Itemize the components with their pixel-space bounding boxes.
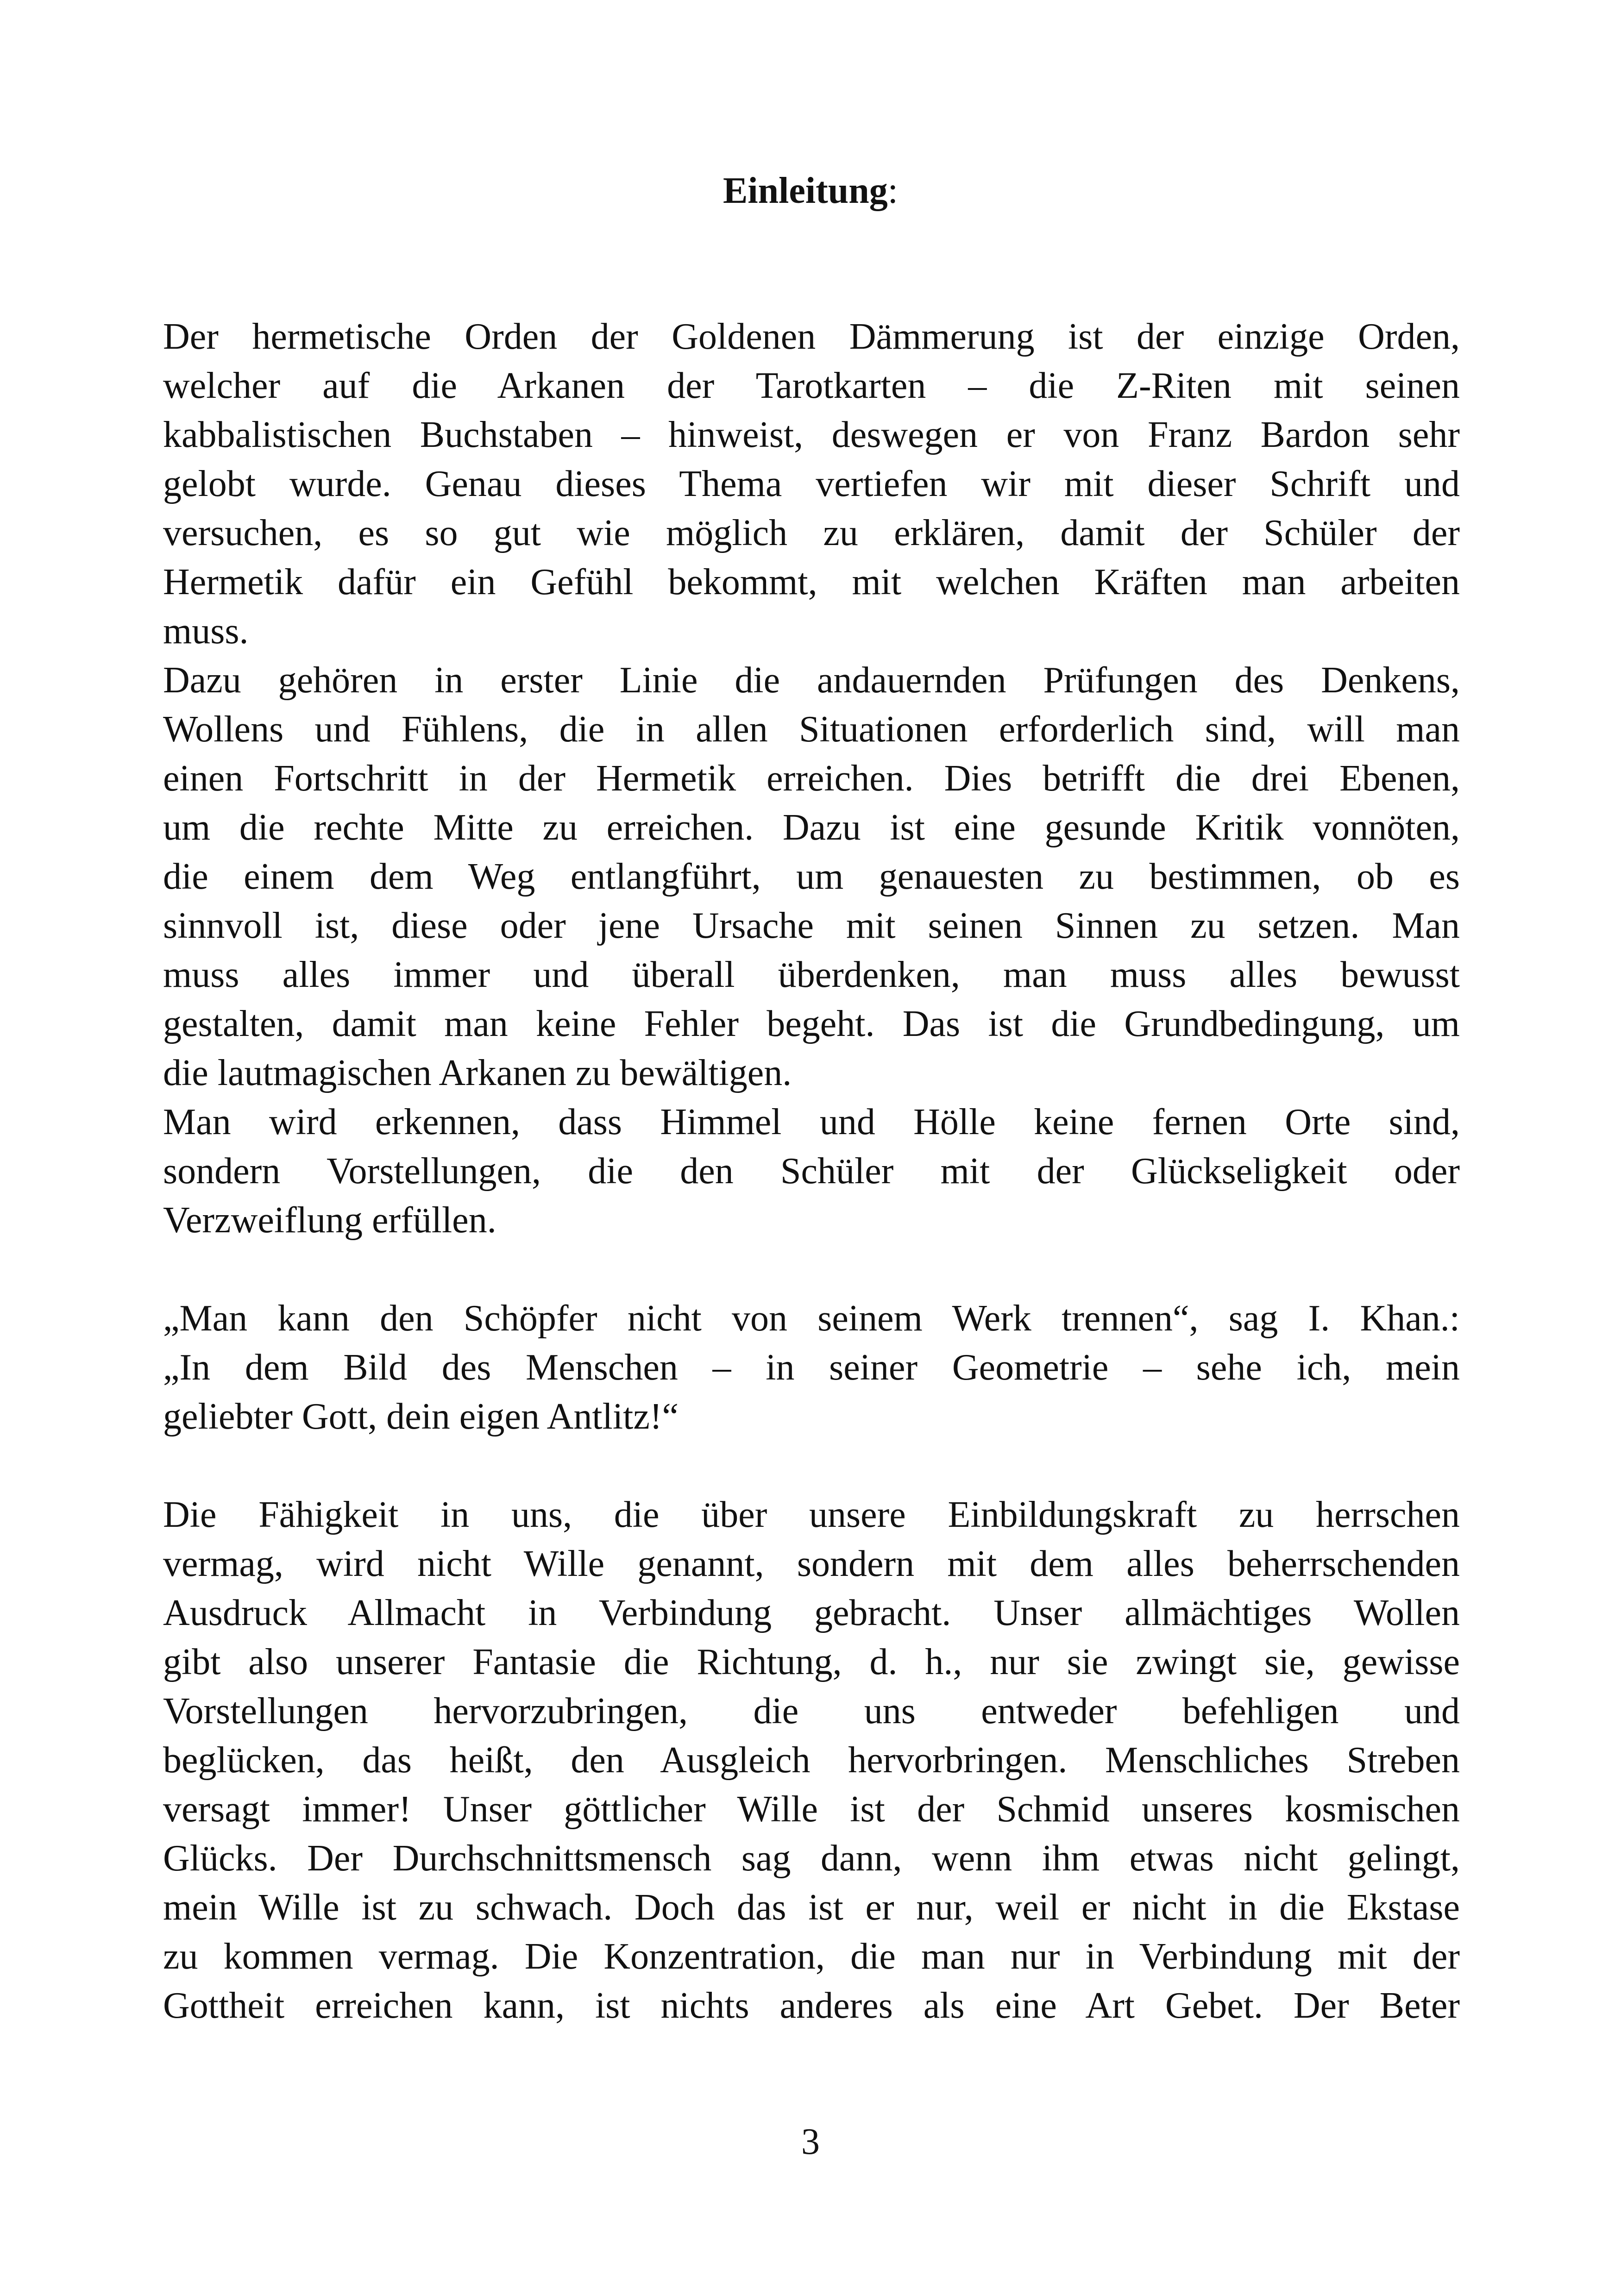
text-line: Gottheit erreichen kann, ist nichts anderes als eine Art Gebet. Der Beter: [163, 1985, 1460, 2026]
text-line: zu kommen vermag. Die Konzentration, die man nur in Verbindung mit der: [163, 1936, 1460, 1977]
text-line: gestalten, damit man keine Fehler begeht. Das ist die Grundbedingung, um: [163, 1004, 1460, 1044]
text-line: Vorstellungen hervorzubringen, die uns entweder befehligen und: [163, 1691, 1460, 1731]
text-line: Wollens und Fühlens, die in allen Situationen erforderlich sind, will man: [163, 709, 1460, 750]
paragraph-gap: [163, 1245, 1460, 1294]
body-text: [163, 312, 1460, 2030]
text-line: „In dem Bild des Menschen – in seiner Geometrie – sehe ich, mein: [163, 1347, 1460, 1388]
text-line: Der hermetische Orden der Goldenen Dämmerung ist der einzige Orden,: [163, 316, 1460, 357]
text-line: beglücken, das heißt, den Ausgleich hervorbringen. Menschliches Streben: [163, 1740, 1460, 1781]
text-line: geliebter Gott, dein eigen Antlitz!“: [163, 1396, 679, 1437]
text-line: gibt also unserer Fantasie die Richtung, d. h., nur sie zwingt sie, gewisse: [163, 1642, 1460, 1682]
paragraph-2: [163, 656, 1460, 1098]
text-line: muss alles immer und überall überdenken, man muss alles bewusst: [163, 954, 1460, 995]
text-line: um die rechte Mitte zu erreichen. Dazu ist eine gesunde Kritik vonnöten,: [163, 807, 1460, 848]
text-line: gelobt wurde. Genau dieses Thema vertiefen wir mit dieser Schrift und: [163, 464, 1460, 504]
page-title: [0, 168, 1621, 214]
title-colon: :: [887, 170, 898, 211]
text-line: „Man kann den Schöpfer nicht von seinem Werk trennen“, sag I. Khan.:: [163, 1298, 1460, 1339]
paragraph-gap: [163, 1441, 1460, 1490]
quote-paragraph: [163, 1294, 1460, 1441]
paragraph-5: [163, 1490, 1460, 2030]
text-line: sondern Vorstellungen, die den Schüler mit der Glückseligkeit oder: [163, 1151, 1460, 1192]
text-line: muss.: [163, 611, 249, 652]
text-line: Dazu gehören in erster Linie die andauernden Prüfungen des Denkens,: [163, 660, 1460, 701]
text-line: Verzweiflung erfüllen.: [163, 1200, 496, 1241]
text-line: Hermetik dafür ein Gefühl bekommt, mit welchen Kräften man arbeiten: [163, 562, 1460, 602]
text-line: mein Wille ist zu schwach. Doch das ist er nur, weil er nicht in die Ekstase: [163, 1887, 1460, 1928]
text-line: versagt immer! Unser göttlicher Wille ist der Schmid unseres kosmischen: [163, 1789, 1460, 1830]
text-line: Die Fähigkeit in uns, die über unsere Einbildungskraft zu herrschen: [163, 1494, 1460, 1535]
paragraph-1: [163, 312, 1460, 656]
text-line: Glücks. Der Durchschnittsmensch sag dann, wenn ihm etwas nicht gelingt,: [163, 1838, 1460, 1879]
text-line: Ausdruck Allmacht in Verbindung gebracht. Unser allmächtiges Wollen: [163, 1593, 1460, 1633]
text-line: versuchen, es so gut wie möglich zu erklären, damit der Schüler der: [163, 513, 1460, 553]
text-line: die lautmagischen Arkanen zu bewältigen.: [163, 1053, 792, 1093]
paragraph-3: [163, 1098, 1460, 1245]
text-line: Man wird erkennen, dass Himmel und Hölle keine fernen Orte sind,: [163, 1102, 1460, 1142]
title-bold: Einleitung: [723, 170, 888, 211]
text-line: die einem dem Weg entlangführt, um genauesten zu bestimmen, ob es: [163, 856, 1460, 897]
text-line: welcher auf die Arkanen der Tarotkarten – die Z-Riten mit seinen: [163, 365, 1460, 406]
text-line: vermag, wird nicht Wille genannt, sondern mit dem alles beherrschenden: [163, 1543, 1460, 1584]
text-line: sinnvoll ist, diese oder jene Ursache mit seinen Sinnen zu setzen. Man: [163, 905, 1460, 946]
page-number: 3: [801, 2121, 820, 2162]
text-line: kabbalistischen Buchstaben – hinweist, deswegen er von Franz Bardon sehr: [163, 414, 1460, 455]
text-line: einen Fortschritt in der Hermetik erreichen. Dies betrifft die drei Ebenen,: [163, 758, 1460, 799]
